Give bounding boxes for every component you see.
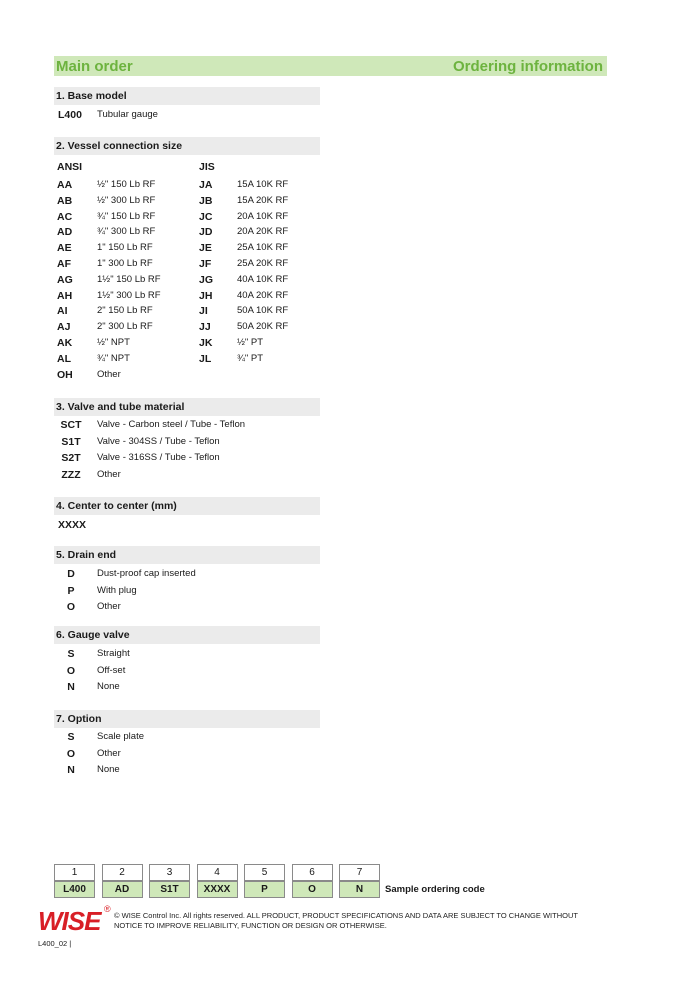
- code-cell: XXXX: [58, 519, 87, 531]
- desc-cell: Valve - 304SS / Tube - Teflon: [97, 435, 220, 447]
- code-cell: S: [67, 648, 75, 660]
- code-cell: AI: [57, 305, 68, 318]
- code-cell: S1T: [61, 435, 81, 448]
- jis-label: JIS: [199, 161, 215, 173]
- header-bar: [54, 56, 607, 76]
- code-cell: L400: [58, 109, 82, 121]
- code-cell: JH: [199, 289, 213, 302]
- order-position-number: 3: [149, 864, 190, 881]
- order-position-value: XXXX: [197, 881, 238, 898]
- desc-cell: 15A 20K RF: [237, 194, 289, 206]
- desc-cell: 15A 10K RF: [237, 179, 289, 190]
- desc-cell: ¾" 300 Lb RF: [97, 226, 156, 238]
- desc-cell: ½" PT: [237, 337, 264, 348]
- code-cell: JF: [199, 258, 212, 270]
- section-gauge-valve: 6. Gauge valve: [54, 626, 320, 644]
- code-cell: AJ: [57, 321, 71, 334]
- desc-cell: Valve - 316SS / Tube - Teflon: [97, 452, 220, 463]
- code-cell: D: [67, 568, 75, 580]
- code-cell: O: [66, 747, 76, 760]
- section-valve-tube-material: 3. Valve and tube material: [54, 398, 320, 416]
- desc-cell: 20A 20K RF: [237, 226, 289, 238]
- code-cell: AH: [57, 289, 73, 302]
- code-cell: AK: [57, 337, 73, 349]
- code-cell: AL: [57, 352, 71, 365]
- desc-cell: 1½" 150 Lb RF: [97, 273, 161, 285]
- code-cell: N: [67, 681, 75, 693]
- order-position-value: S1T: [149, 881, 190, 898]
- sample-ordering-code-label: Sample ordering code: [385, 884, 485, 895]
- code-cell: JB: [199, 194, 213, 207]
- code-cell: O: [66, 664, 76, 677]
- code-cell: AA: [57, 179, 73, 191]
- code-cell: JL: [199, 352, 212, 365]
- desc-cell: None: [97, 764, 120, 775]
- code-cell: AD: [57, 226, 73, 239]
- code-cell: N: [67, 764, 75, 776]
- code-cell: JD: [199, 226, 213, 239]
- code-cell: S2T: [61, 452, 81, 464]
- notice-line-2: NOTICE TO IMPROVE RELIABILITY, FUNCTION OR DESIGN OR OTHERWISE.: [114, 920, 387, 930]
- code-cell: SCT: [60, 419, 82, 431]
- desc-cell: Scale plate: [97, 731, 145, 742]
- order-position-value: L400: [54, 881, 95, 898]
- code-cell: AB: [57, 194, 73, 207]
- order-position-value: P: [244, 881, 285, 898]
- section-center-to-center: 4. Center to center (mm): [54, 497, 320, 515]
- code-cell: S: [67, 731, 75, 743]
- code-cell: O: [66, 601, 76, 613]
- notice-line-1: © WISE Control Inc. All rights reserved. ALL PRODUCT, PRODUCT SPECIFICATIONS AND DATA ARE SUBJECT TO CHANGE WITHOUT: [114, 911, 578, 920]
- desc-cell: Straight: [97, 648, 130, 659]
- section-base-model: 1. Base model: [54, 87, 320, 105]
- code-cell: OH: [57, 368, 73, 381]
- desc-cell: Other: [97, 368, 121, 380]
- main-order-title: Main order: [56, 57, 133, 75]
- desc-cell: Valve - Carbon steel / Tube - Teflon: [97, 419, 246, 430]
- code-cell: JJ: [199, 321, 211, 334]
- desc-cell: ½" NPT: [97, 337, 130, 348]
- order-position-number: 4: [197, 864, 238, 881]
- desc-cell: 20A 10K RF: [237, 210, 289, 222]
- section-vessel-connection: 2. Vessel connection size: [54, 137, 320, 155]
- code-cell: JG: [199, 273, 214, 286]
- code-cell: AC: [57, 210, 73, 223]
- desc-cell: ¾" NPT: [97, 352, 130, 364]
- order-position-number: 6: [292, 864, 333, 881]
- desc-cell: 50A 20K RF: [237, 321, 289, 333]
- code-cell: ZZZ: [61, 468, 81, 481]
- desc-cell: 2" 300 Lb RF: [97, 321, 153, 333]
- desc-cell: 40A 20K RF: [237, 289, 289, 301]
- desc-cell: With plug: [97, 584, 137, 596]
- code-cell: AE: [57, 242, 72, 255]
- order-position-number: 1: [54, 864, 95, 881]
- desc-cell: Other: [97, 747, 121, 759]
- desc-cell: 40A 10K RF: [237, 273, 289, 285]
- wise-logo: WISE: [38, 906, 101, 936]
- code-cell: JA: [199, 179, 213, 191]
- desc-cell: 1" 150 Lb RF: [97, 242, 153, 254]
- order-position-value: AD: [102, 881, 143, 898]
- desc-cell: 25A 10K RF: [237, 242, 289, 254]
- desc-cell: ½" 300 Lb RF: [97, 194, 156, 206]
- code-cell: JK: [199, 337, 213, 349]
- desc-cell: 1½" 300 Lb RF: [97, 289, 161, 301]
- desc-cell: 2" 150 Lb RF: [97, 305, 153, 317]
- desc-cell: Other: [97, 601, 121, 612]
- desc-cell: ¾" PT: [237, 352, 264, 364]
- code-cell: JI: [199, 305, 208, 318]
- code-cell: JC: [199, 210, 213, 223]
- section-option: 7. Option: [54, 710, 320, 728]
- order-position-number: 7: [339, 864, 380, 881]
- registered-mark: ®: [104, 904, 111, 914]
- desc-cell: Other: [97, 468, 121, 480]
- ansi-label: ANSI: [57, 161, 83, 173]
- desc-cell: Off-set: [97, 664, 126, 676]
- desc-cell: ½" 150 Lb RF: [97, 179, 156, 190]
- desc-cell: 1" 300 Lb RF: [97, 258, 153, 269]
- code-cell: JE: [199, 242, 212, 255]
- section-drain-end: 5. Drain end: [54, 546, 320, 564]
- desc-cell: Dust-proof cap inserted: [97, 568, 196, 579]
- copyright-notice: [114, 911, 594, 930]
- desc-cell: None: [97, 681, 120, 692]
- order-position-number: 5: [244, 864, 285, 881]
- desc-cell: 25A 20K RF: [237, 258, 289, 269]
- desc-cell: Tubular gauge: [97, 109, 158, 120]
- order-position-value: O: [292, 881, 333, 898]
- code-cell: P: [67, 584, 75, 597]
- desc-cell: ¾" 150 Lb RF: [97, 210, 156, 222]
- code-cell: AG: [57, 273, 73, 286]
- ordering-information-title: Ordering information: [453, 57, 603, 75]
- page-number: L400_02 |: [38, 939, 72, 948]
- order-position-number: 2: [102, 864, 143, 881]
- desc-cell: 50A 10K RF: [237, 305, 289, 317]
- order-position-value: N: [339, 881, 380, 898]
- code-cell: AF: [57, 258, 71, 270]
